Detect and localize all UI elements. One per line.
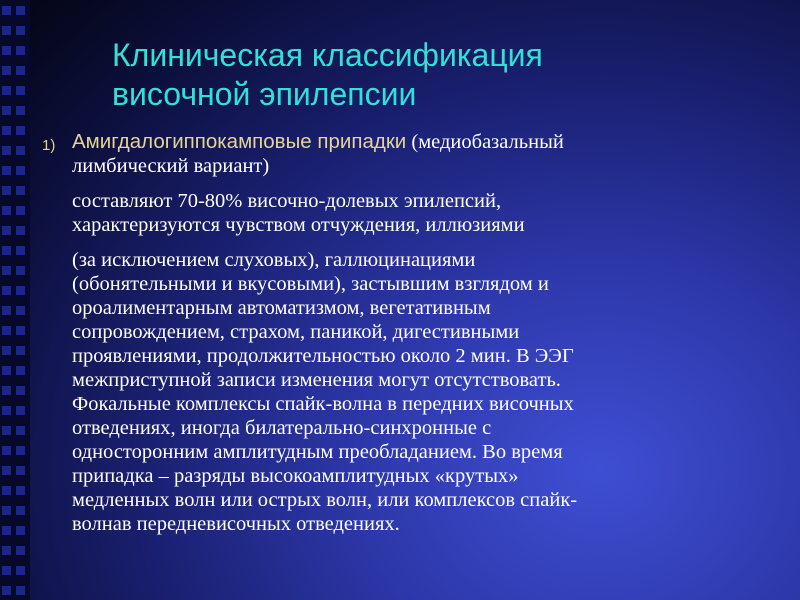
decorative-square bbox=[16, 346, 25, 355]
decorative-square bbox=[2, 366, 11, 375]
decorative-square bbox=[16, 406, 25, 415]
decorative-square bbox=[16, 206, 25, 215]
decorative-square bbox=[16, 146, 25, 155]
decorative-square bbox=[16, 446, 25, 455]
decorative-square bbox=[2, 386, 11, 395]
decorative-square bbox=[2, 126, 11, 135]
decorative-square bbox=[16, 186, 25, 195]
decorative-square bbox=[16, 506, 25, 515]
decorative-square bbox=[16, 86, 25, 95]
text-line: проявлениями, продолжительностью около 2 мин. В ЭЭГ bbox=[72, 345, 574, 367]
decorative-square bbox=[16, 546, 25, 555]
decorative-square-strip bbox=[0, 0, 30, 600]
title-line-2: височной эпилепсии bbox=[112, 76, 417, 112]
decorative-square bbox=[2, 326, 11, 335]
list-marker: 1) bbox=[42, 137, 56, 154]
decorative-square bbox=[2, 526, 11, 535]
decorative-square bbox=[16, 66, 25, 75]
slide-title bbox=[112, 36, 772, 114]
decorative-square bbox=[16, 226, 25, 235]
decorative-square bbox=[2, 246, 11, 255]
text-line: лимбический вариант) bbox=[72, 155, 270, 177]
decorative-square bbox=[16, 586, 25, 595]
text-line: составляют 70-80% височно-долевых эпилепсий, bbox=[72, 190, 502, 212]
decorative-square bbox=[16, 366, 25, 375]
decorative-square bbox=[2, 6, 11, 15]
decorative-square bbox=[16, 26, 25, 35]
decorative-square bbox=[16, 246, 25, 255]
decorative-square bbox=[2, 26, 11, 35]
decorative-square bbox=[2, 146, 11, 155]
decorative-square bbox=[2, 586, 11, 595]
decorative-square bbox=[2, 286, 11, 295]
decorative-square bbox=[2, 426, 11, 435]
decorative-square bbox=[2, 506, 11, 515]
text-line: сопровождением, страхом, паникой, дигестивными bbox=[72, 321, 520, 343]
decorative-square bbox=[2, 346, 11, 355]
title-line-1: Клиническая классификация bbox=[112, 37, 543, 73]
decorative-square bbox=[16, 286, 25, 295]
decorative-square bbox=[16, 486, 25, 495]
decorative-square bbox=[2, 46, 11, 55]
text-line: припадка – разряды высокоамплитудных «крутых» bbox=[72, 465, 519, 487]
item-heading: Амигдалогиппокамповые припадки bbox=[72, 130, 407, 153]
text-line: отведениях, иногда билатерально-синхронные с bbox=[72, 417, 492, 439]
item-heading-line bbox=[72, 130, 772, 154]
item-heading-rest: (медиобазальный bbox=[406, 131, 564, 153]
decorative-square bbox=[16, 126, 25, 135]
decorative-square bbox=[2, 66, 11, 75]
decorative-square bbox=[2, 406, 11, 415]
text-line: волнав передневисочных отведениях. bbox=[72, 513, 400, 535]
decorative-square bbox=[16, 266, 25, 275]
text-line: односторонним амплитудным преобладанием. Во время bbox=[72, 441, 563, 463]
decorative-square bbox=[2, 446, 11, 455]
list-item-body bbox=[72, 130, 772, 536]
decorative-square bbox=[16, 46, 25, 55]
decorative-square bbox=[16, 566, 25, 575]
decorative-square bbox=[16, 326, 25, 335]
decorative-square bbox=[16, 426, 25, 435]
text-line: медленных волн или острых волн, или комплексов спайк- bbox=[72, 489, 578, 511]
decorative-square bbox=[2, 166, 11, 175]
decorative-square bbox=[2, 466, 11, 475]
text-line: (обонятельными и вкусовыми), застывшим взглядом и bbox=[72, 273, 549, 295]
text-line: (за исключением слуховых), галлюцинациями bbox=[72, 249, 476, 271]
decorative-square bbox=[16, 306, 25, 315]
decorative-square bbox=[2, 306, 11, 315]
square-pattern bbox=[0, 0, 30, 600]
decorative-square bbox=[2, 206, 11, 215]
text-line: характеризуются чувством отчуждения, иллюзиями bbox=[72, 214, 525, 236]
decorative-square bbox=[2, 186, 11, 195]
decorative-square bbox=[2, 226, 11, 235]
decorative-square bbox=[2, 566, 11, 575]
text-line: Фокальные комплексы спайк-волна в передних височных bbox=[72, 393, 574, 415]
decorative-square bbox=[16, 466, 25, 475]
decorative-square bbox=[16, 6, 25, 15]
decorative-square bbox=[2, 266, 11, 275]
decorative-square bbox=[2, 106, 11, 115]
decorative-square bbox=[16, 526, 25, 535]
decorative-square bbox=[2, 86, 11, 95]
text-line: ороалиментарным автоматизмом, вегетативным bbox=[72, 297, 491, 319]
decorative-square bbox=[2, 546, 11, 555]
decorative-square bbox=[16, 166, 25, 175]
text-line: межприступной записи изменения могут отсутствовать. bbox=[72, 369, 561, 391]
decorative-square bbox=[2, 486, 11, 495]
decorative-square bbox=[16, 106, 25, 115]
decorative-square bbox=[16, 386, 25, 395]
